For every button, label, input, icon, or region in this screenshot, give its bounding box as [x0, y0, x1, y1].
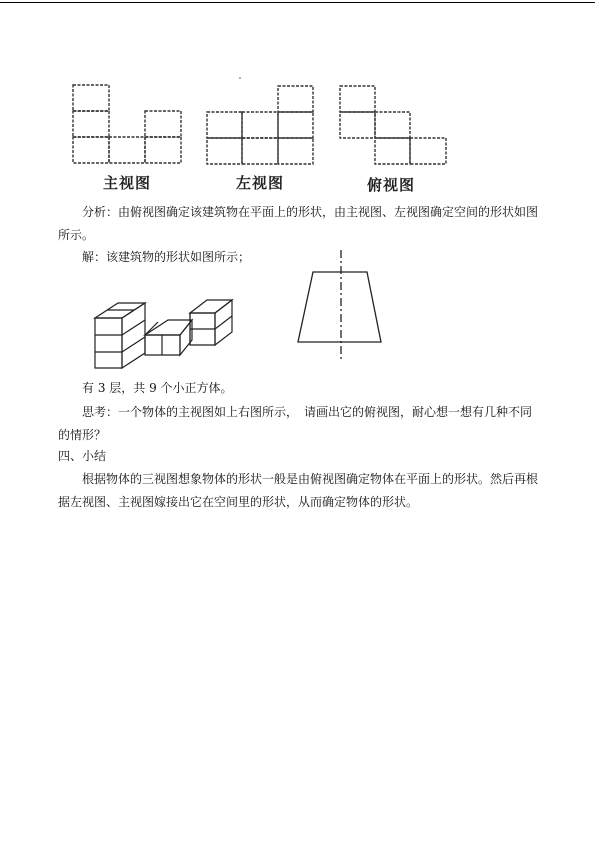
left-view-drawing [207, 86, 313, 164]
count-paragraph: 有 3 层，共 9 个小正方体。 [82, 381, 233, 395]
left-view-label: 左视图 [236, 174, 285, 192]
front-view-drawing [73, 85, 181, 163]
three-views-figure [0, 0, 595, 400]
thinking-paragraph: 思考：一个物体的主视图如上右图所示， 请画出它的俯视图，耐心想一想有几种不同的情形？ [58, 405, 533, 442]
isometric-building-drawing [95, 300, 232, 368]
section-title: 四、小结 [58, 449, 107, 463]
stray-mark [239, 77, 241, 79]
top-view-label: 俯视图 [367, 176, 416, 194]
summary-paragraph: 根据物体的三视图想象物体的形状一般是由俯视图确定物体在平面上的形状。然后再根据左视图、主视图嫁接出它在空间里的形状，从而确定物体的形状。 [58, 472, 539, 509]
front-view-label: 主视图 [103, 174, 152, 192]
solution-paragraph: 解：该建筑物的形状如图所示； [82, 250, 251, 264]
top-view-drawing [340, 86, 446, 164]
analysis-paragraph: 分析：由俯视图确定该建筑物在平面上的形状，由主视图、左视图确定空间的形状如图所示。 [58, 205, 539, 242]
